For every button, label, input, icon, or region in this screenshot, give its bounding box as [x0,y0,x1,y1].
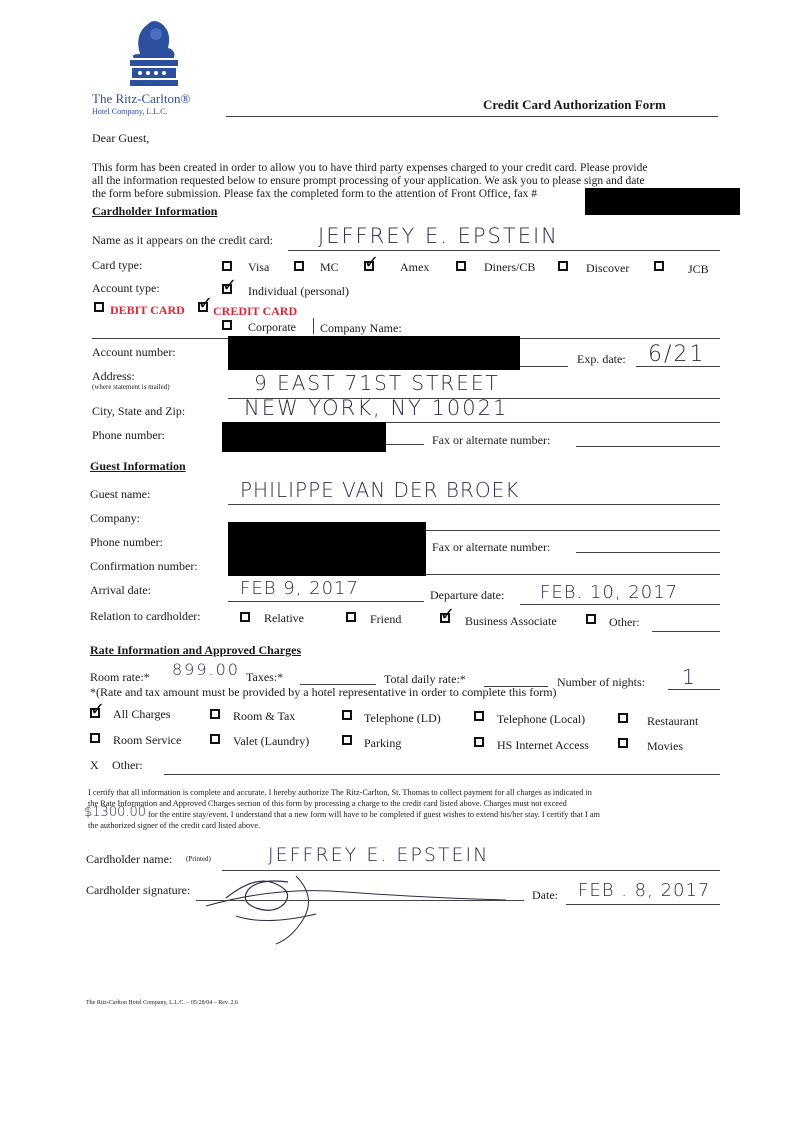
diners-label: Diners/CB [484,260,536,274]
certify-line-3: for the entire stay/event. I understand that a new form will have to be completed if guest wishes to extend his/her stay. I certify that I am [148,810,600,819]
friend-checkbox[interactable] [346,612,356,622]
relative-checkbox[interactable] [240,612,250,622]
other-relation-line [652,631,720,632]
cardholder-signature[interactable] [196,856,516,946]
other-charges-line [164,774,720,775]
hs-internet-label: HS Internet Access [497,738,589,752]
cardholder-signature-line [196,900,524,901]
cardholder-name-value[interactable]: JEFFREY E. EPSTEIN [318,224,559,248]
cardholder-printed-name-value[interactable]: JEFFREY E. EPSTEIN [268,844,490,866]
confirmation-number-line [426,574,720,575]
credit-card-checkmark-icon: ✓ [198,293,214,314]
individual-checkmark-icon: ✓ [222,275,238,296]
signature-date-value[interactable]: FEB . 8, 2017 [578,880,711,901]
movies-checkbox[interactable] [618,738,628,748]
discover-label: Discover [586,261,630,275]
mc-checkbox[interactable] [294,261,304,271]
visa-checkbox[interactable] [222,261,232,271]
relative-label: Relative [264,611,304,625]
printed-sublabel: (Printed) [186,855,211,863]
amex-checkmark-icon: ✓ [364,252,380,273]
restaurant-checkbox[interactable] [618,713,628,723]
valet-label: Valet (Laundry) [233,734,310,748]
address-value[interactable]: 9 EAST 71ST STREET [254,371,500,395]
city-state-zip-label: City, State and Zip: [92,404,186,418]
rates-section-title: Rate Information and Approved Charges [90,643,302,657]
valet-checkbox[interactable] [210,734,220,744]
nights-value[interactable]: 1 [682,665,697,689]
room-service-label: Room Service [113,733,182,747]
cardholder-section-title: Cardholder Information [92,204,218,218]
guest-fax-line [576,552,720,553]
certify-line-1: I certify that all information is complete and accurate. I hereby authorize The Ritz-Carlton, St. Thomas to collect payment for all charges as indicated in [88,788,592,797]
certify-amount[interactable]: $1300.00 [84,805,147,820]
cardholder-name-label: Name as it appears on the credit card: [92,233,273,247]
credit-card-label: CREDIT CARD [213,304,298,318]
telephone-local-checkbox[interactable] [474,711,484,721]
business-associate-checkmark-icon: ✓ [440,604,456,625]
account-number-label: Account number: [92,345,176,359]
jcb-label: JCB [688,262,709,276]
visa-label: Visa [248,260,270,274]
intro-line-3: the form before submission. Please fax the completed form to the attention of Front Office, fax # [92,188,537,200]
room-service-checkbox[interactable] [90,733,100,743]
company-divider [313,318,314,334]
rate-note: *(Rate and tax amount must be provided by a hotel representative in order to complete this form) [90,685,557,699]
guest-fax-label: Fax or alternate number: [432,540,551,554]
corporate-label: Corporate [248,320,296,334]
exp-date-label: Exp. date: [577,352,626,366]
brand-subtitle: Hotel Company, L.L.C. [92,107,168,116]
intro-line-2: all the information requested below to ensure prompt processing of your application. We ask you to please sign and date [92,175,645,187]
departure-date-value[interactable]: FEB. 10, 2017 [540,582,679,603]
footer-text: The Ritz-Carlton Hotel Company, L.L.C. – 05/28/04 – Rev. 2.6 [86,1000,239,1006]
amex-label: Amex [400,260,430,274]
room-rate-label: Room rate:* [90,670,150,684]
movies-label: Movies [647,739,683,753]
friend-label: Friend [370,612,402,626]
header-rule [226,116,718,117]
guest-name-value[interactable]: PHILIPPE VAN DER BROEK [240,478,520,502]
account-type-label: Account type: [92,281,160,295]
signature-date-line [566,904,720,905]
brand-name: The Ritz-Carlton® [92,91,191,106]
form-title: Credit Card Authorization Form [483,97,666,112]
redacted-fax [585,188,740,215]
signature-scribble-icon [196,856,516,946]
telephone-local-label: Telephone (Local) [497,712,586,726]
telephone-ld-checkbox[interactable] [342,710,352,720]
guest-phone-label: Phone number: [90,535,163,549]
debit-card-checkbox[interactable] [94,302,104,312]
intro-line-1: This form has been created in order to allow you to have third party expenses charged to your credit card. Please provide [92,162,648,174]
signature-date-label: Date: [532,888,558,902]
departure-date-line [520,604,720,605]
parking-checkbox[interactable] [342,735,352,745]
confirmation-number-label: Confirmation number: [90,559,198,573]
arrival-date-line [228,601,424,602]
parking-label: Parking [364,736,402,750]
relation-label: Relation to cardholder: [90,609,201,623]
discover-checkbox[interactable] [558,261,568,271]
redacted-guest-phone [228,522,426,576]
guest-name-line [228,504,720,505]
jcb-checkbox[interactable] [654,261,664,271]
mc-label: MC [320,260,339,274]
cardholder-fax-label: Fax or alternate number: [432,433,551,447]
exp-date-value[interactable]: 6/21 [648,342,706,367]
restaurant-label: Restaurant [647,714,699,728]
all-charges-checkmark-icon: ✓ [90,699,106,720]
ritz-carlton-logo [120,14,188,90]
exp-date-line [636,366,720,367]
total-daily-rate-label: Total daily rate:* [384,672,466,686]
room-rate-value[interactable]: 899.00 [172,660,240,679]
guest-section-title: Guest Information [90,459,186,473]
individual-label: Individual (personal) [248,284,349,298]
company-name-label: Company Name: [320,321,402,335]
all-charges-label: All Charges [113,707,171,721]
taxes-label: Taxes:* [246,670,284,684]
cardholder-name-line [288,250,720,251]
cardholder-phone-label: Phone number: [92,428,165,442]
other-charges-label: Other: [112,758,143,772]
redacted-account-number [228,336,520,370]
room-tax-label: Room & Tax [233,709,296,723]
cardholder-signature-label: Cardholder signature: [86,883,191,897]
account-number-line [520,366,568,367]
cardholder-phone-line [386,444,424,445]
certify-line-2: the Rate Information and Approved Charges section of this form by processing a charge to the credit card listed above. Charges must not exceed [88,799,567,808]
nights-label: Number of nights: [557,675,645,689]
guest-name-label: Guest name: [90,487,151,501]
address-sublabel: (where statement is mailed) [92,383,170,391]
other-relation-label: Other: [609,615,640,629]
arrival-date-value[interactable]: FEB 9, 2017 [240,578,359,599]
nights-line [668,689,720,690]
other-charges-mark: X [90,758,99,772]
redacted-cardholder-phone [222,422,386,452]
arrival-date-label: Arrival date: [90,583,151,597]
greeting: Dear Guest, [92,131,150,145]
city-state-zip-value[interactable]: NEW YORK, NY 10021 [244,396,509,420]
certify-line-4: the authorized signer of the credit card listed above. [88,821,261,830]
diners-checkbox[interactable] [456,261,466,271]
card-type-label: Card type: [92,258,143,272]
guest-company-label: Company: [90,511,140,525]
address-label: Address: [92,369,135,383]
debit-card-label: DEBIT CARD [110,303,185,317]
cardholder-fax-line [576,446,720,447]
other-relation-checkbox[interactable] [586,614,596,624]
hs-internet-checkbox[interactable] [474,737,484,747]
business-associate-label: Business Associate [465,614,557,628]
lion-crown-icon [120,14,188,90]
departure-date-label: Departure date: [430,588,505,602]
telephone-ld-label: Telephone (LD) [364,711,441,725]
cardholder-printed-name-label: Cardholder name: [86,852,173,866]
room-tax-checkbox[interactable] [210,709,220,719]
corporate-checkbox[interactable] [222,320,232,330]
guest-company-line [426,530,720,531]
